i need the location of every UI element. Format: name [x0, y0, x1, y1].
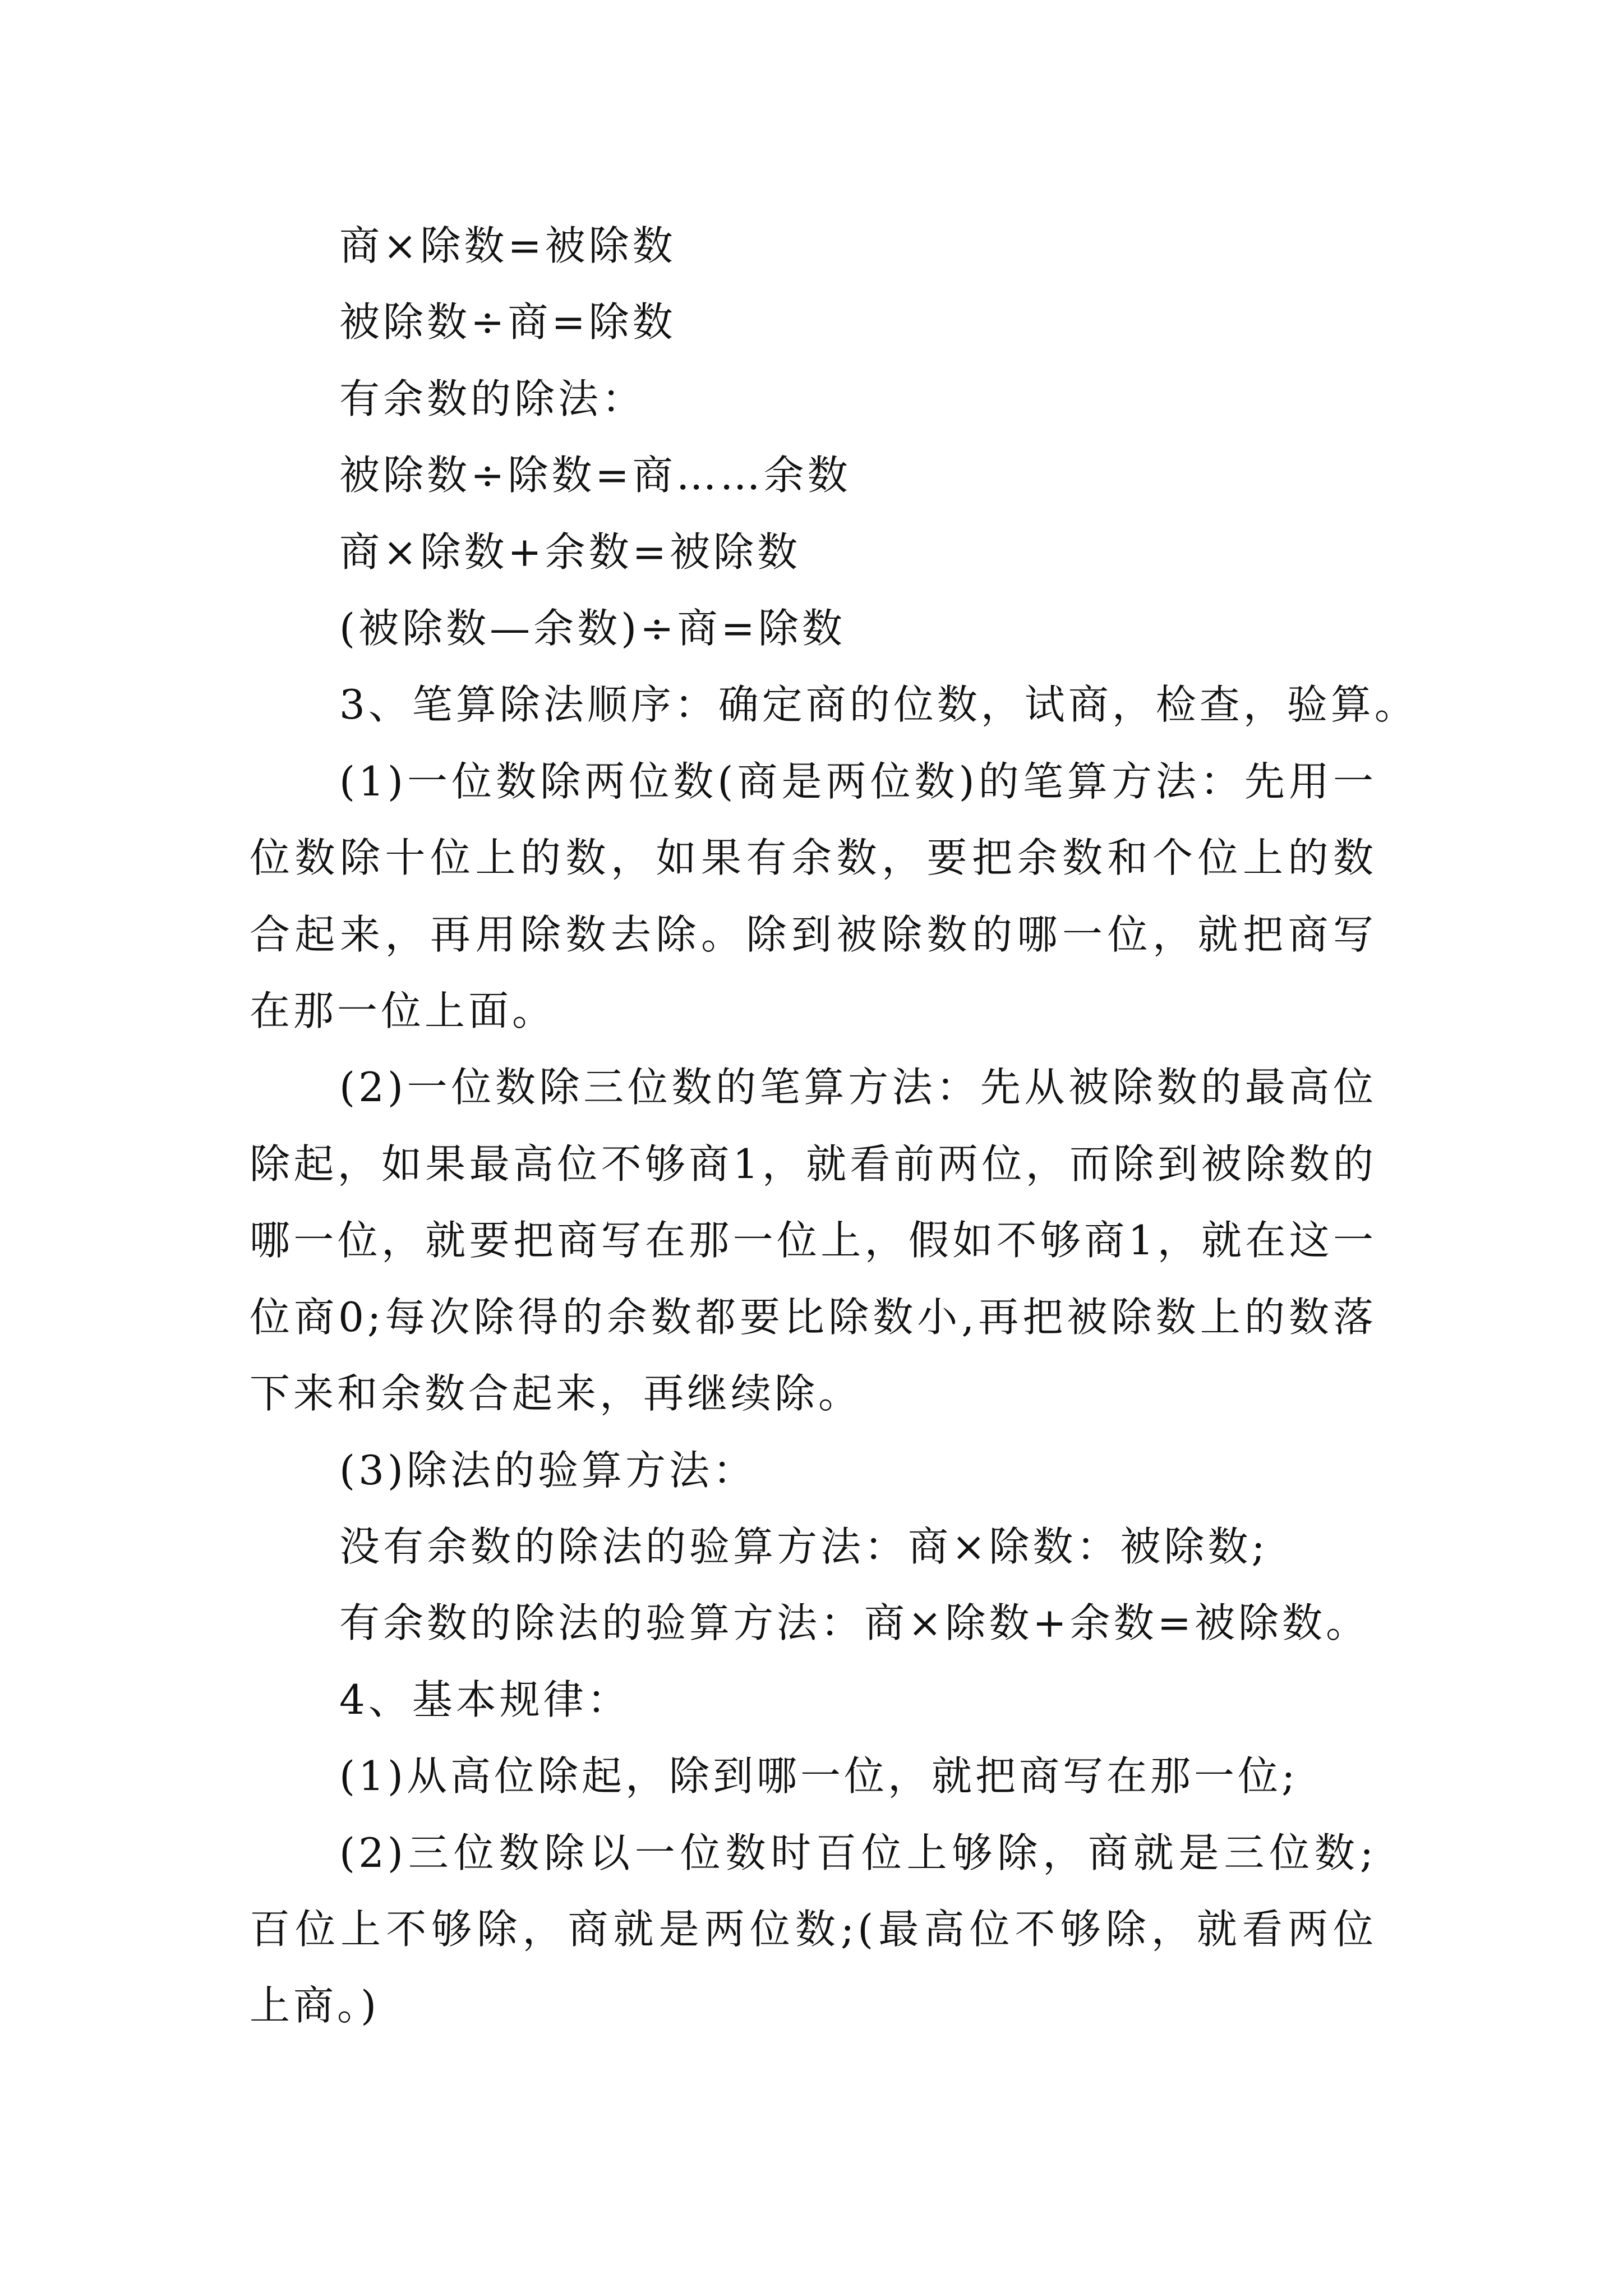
paragraph-3: (2)三位数除以一位数时百位上够除，商就是三位数;百位上不够除，商就是两位数;(最高位不够除，就看两位上商。): [250, 1829, 1377, 2030]
formula-line-3: 被除数÷除数=商……余数: [339, 452, 851, 499]
verification-with-remainder: 有余数的除法的验算方法：商×除数+余数=被除数。: [339, 1599, 1370, 1647]
section-heading-4: 4、基本规律：: [339, 1676, 631, 1723]
paragraph-2: (2)一位数除三位数的笔算方法：先从被除数的最高位除起，如果最高位不够商1，就看前两位，而除到被除数的哪一位，就要把商写在那一位上，假如不够商1，就在这一位商0;每次除得的余数都要比除数小,再把被除数上的数落下来和余数合起来，再继续除。: [250, 1064, 1377, 1418]
section-label-remainder: 有余数的除法：: [339, 375, 646, 422]
document-body: [250, 208, 1418, 2044]
subheading-verification: (3)除法的验算方法：: [339, 1446, 757, 1494]
paragraph-1: (1)一位数除两位数(商是两位数)的笔算方法：先用一位数除十位上的数，如果有余数，要把余数和个位上的数合起来，再用除数去除。除到被除数的哪一位，就把商写在那一位上面。: [250, 757, 1377, 1035]
formula-line-1: 商×除数=被除数: [339, 222, 676, 269]
section-heading-3: 3、笔算除法顺序：确定商的位数，试商，检查，验算。: [339, 681, 1418, 729]
formula-line-5: (被除数—余数)÷商=除数: [339, 605, 846, 652]
formula-line-2: 被除数÷商=除数: [339, 298, 676, 346]
formula-line-4: 商×除数+余数=被除数: [339, 528, 801, 576]
verification-no-remainder: 没有余数的除法的验算方法：商×除数：被除数;: [339, 1522, 1269, 1570]
rule-1: (1)从高位除起，除到哪一位，就把商写在那一位;: [339, 1752, 1299, 1800]
